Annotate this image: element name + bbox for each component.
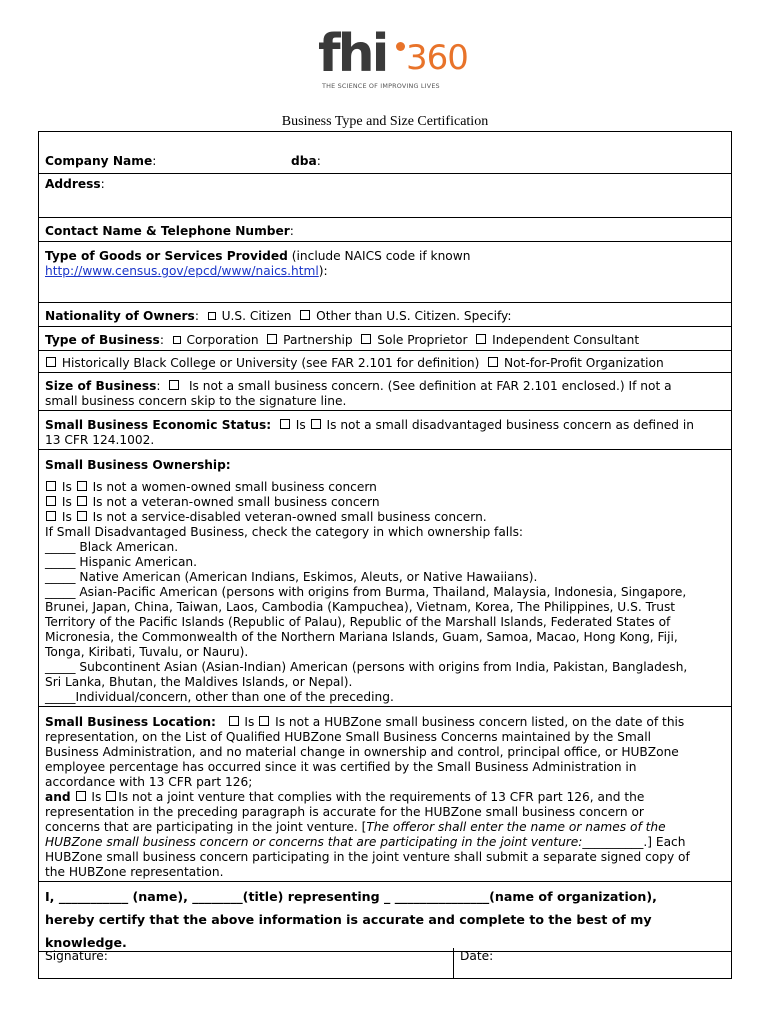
goods-link-suffix: ): xyxy=(318,264,328,278)
cat3-blank[interactable]: _____ xyxy=(45,570,76,584)
veteran-is-checkbox[interactable] xyxy=(46,496,56,506)
location-text-11: the HUBZone representation. xyxy=(45,865,224,879)
cat1-blank[interactable]: _____ xyxy=(45,540,76,554)
ownership-row xyxy=(39,450,731,707)
size-label: Size of Business xyxy=(45,379,157,393)
economic-is-checkbox[interactable] xyxy=(280,419,290,429)
company-name-label: Company Name xyxy=(45,154,153,168)
certification-line-2: hereby certify that the above information is accurate and complete to the best of my xyxy=(45,912,652,927)
hubzone-is-not-checkbox[interactable] xyxy=(259,716,269,726)
cat-subcontinent-2: Sri Lanka, Bhutan, the Maldives Islands, or Nepal). xyxy=(45,675,353,689)
veteran-is-label: Is xyxy=(61,495,72,509)
logo-dot xyxy=(396,42,405,51)
cat-asian-pacific-5: Tonga, Kiribati, Tuvalu, or Nauru). xyxy=(45,645,249,659)
business-type-row: Type of Business: Corporation Partnership Sole Proprietor Independent Consultant xyxy=(39,327,731,351)
location-text-1: Is not a HUBZone small business concern listed, on the date of this xyxy=(275,715,685,729)
jv-names-blank[interactable]: __________ xyxy=(582,835,644,849)
cat-subcontinent-1: Subcontinent Asian (Asian-Indian) American (persons with origins from India, Pakistan, Bangladesh, xyxy=(79,660,688,674)
nationality-row: Nationality of Owners: U.S. Citizen Other than U.S. Citizen. Specify: xyxy=(39,303,731,327)
hbcu-label: Historically Black College or University (see FAR 2.101 for definition) xyxy=(61,356,480,370)
partnership-label: Partnership xyxy=(283,333,353,347)
non-us-citizen-checkbox[interactable] xyxy=(300,310,310,320)
ownership-intro: If Small Disadvantaged Business, check the category in which ownership falls: xyxy=(45,525,524,539)
dba-label: dba xyxy=(291,154,317,168)
certification-line-3: knowledge. xyxy=(45,935,127,950)
nonprofit-checkbox[interactable] xyxy=(488,357,498,367)
veteran-is-not-checkbox[interactable] xyxy=(77,496,87,506)
partnership-checkbox[interactable] xyxy=(267,334,277,344)
jv-is-not-checkbox[interactable] xyxy=(106,791,116,801)
signature-row xyxy=(39,948,731,978)
independent-consultant-checkbox[interactable] xyxy=(476,334,486,344)
cat-native-american: Native American (American Indians, Eskimos, Aleuts, or Native Hawaiians). xyxy=(79,570,538,584)
sdvo-is-checkbox[interactable] xyxy=(46,511,56,521)
logo-number: 360 xyxy=(406,38,468,78)
size-text-1: Is not a small business concern. (See definition at FAR 2.101 enclosed.) If not a xyxy=(188,379,672,393)
location-text-7: representation in the preceding paragraph is accurate for the HUBZone small business concern or xyxy=(45,805,644,819)
signature-field[interactable]: Signature: xyxy=(45,949,108,963)
jv-is-label: Is xyxy=(91,790,102,804)
location-text-10: HUBZone small business concern participating in the joint venture shall submit a separate signed copy of xyxy=(45,850,690,864)
business-type-label: Type of Business xyxy=(45,333,160,347)
address-row xyxy=(39,174,731,218)
company-row: Company Name: dba: Address: xyxy=(39,132,731,174)
size-text-2: small business concern skip to the signature line. xyxy=(45,394,347,408)
location-label: Small Business Location: xyxy=(45,715,216,729)
certification-form xyxy=(38,131,732,979)
location-text-8a: concerns that are participating in the joint venture. [ xyxy=(45,820,367,834)
goods-label: Type of Goods or Services Provided xyxy=(45,249,288,263)
sdvo-text: Is not a service-disabled veteran-owned small business concern. xyxy=(92,510,487,524)
goods-services-row[interactable] xyxy=(39,242,731,303)
page-title: Business Type and Size Certification xyxy=(281,114,489,129)
cat-hispanic-american: Hispanic American. xyxy=(79,555,198,569)
date-field[interactable]: Date: xyxy=(460,949,494,963)
sdvo-is-label: Is xyxy=(61,510,72,524)
cat-asian-pacific-1: Asian-Pacific American (persons with origins from Burma, Thailand, Malaysia, Indonesia, Singapore, xyxy=(79,585,687,599)
economic-text-2: 13 CFR 124.1002. xyxy=(45,433,155,447)
veteran-owned-text: Is not a veteran-owned small business concern xyxy=(92,495,380,509)
sole-proprietor-label: Sole Proprietor xyxy=(377,333,468,347)
size-row: Size of Business: Is not a small business concern. (See definition at FAR 2.101 enclosed.) If not a small business concern skip to the signature line. xyxy=(39,373,731,411)
naics-link[interactable]: http://www.census.gov/epcd/www/naics.html xyxy=(45,264,319,278)
location-text-9c: .] Each xyxy=(643,835,686,849)
location-text-9a: HUBZone small business concern or concerns that are participating in the joint venture: xyxy=(45,835,583,849)
location-text-4: employee percentage has occurred since it was certified by the Small Business Administration in xyxy=(45,760,637,774)
us-citizen-label: U.S. Citizen xyxy=(221,309,292,323)
women-owned-text: Is not a women-owned small business concern xyxy=(92,480,377,494)
cat-asian-pacific-3: Territory of the Pacific Islands (Republic of Palau), Republic of the Marshall Islands, Federated States of xyxy=(45,615,671,629)
business-type-row-2 xyxy=(39,351,731,373)
location-text-3: Business Administration, and no material change in ownership and control, principal office, or HUBZone xyxy=(45,745,679,759)
cat-asian-pacific-2: Brunei, Japan, China, Taiwan, Laos, Cambodia (Kampuchea), Vietnam, Korea, The Philippines, U.S. Trust xyxy=(45,600,676,614)
economic-is-label: Is xyxy=(295,418,306,432)
sole-proprietor-checkbox[interactable] xyxy=(361,334,371,344)
independent-consultant-label: Independent Consultant xyxy=(492,333,640,347)
address-field[interactable]: Address: xyxy=(45,177,105,191)
corporation-checkbox[interactable] xyxy=(173,336,181,344)
economic-status-row xyxy=(39,411,731,450)
goods-note: (include NAICS code if known xyxy=(291,249,471,263)
women-is-checkbox[interactable] xyxy=(46,481,56,491)
certification-row xyxy=(39,882,731,952)
hubzone-is-checkbox[interactable] xyxy=(229,716,239,726)
ownership-label: Small Business Ownership: xyxy=(45,458,231,472)
cat-individual: Individual/concern, other than one of the preceding. xyxy=(75,690,394,704)
economic-text-1: Is not a small disadvantaged business concern as defined in xyxy=(326,418,695,432)
location-text-8b: The offeror shall enter the name or names of the xyxy=(366,820,666,834)
economic-status-label: Small Business Economic Status: xyxy=(45,418,272,432)
women-is-label: Is xyxy=(61,480,72,494)
corporation-label: Corporation xyxy=(186,333,259,347)
contact-row[interactable]: Contact Name & Telephone Number: xyxy=(39,218,731,242)
dba-field[interactable]: dba: xyxy=(291,154,321,168)
sdvo-is-not-checkbox[interactable] xyxy=(77,511,87,521)
size-not-small-checkbox[interactable] xyxy=(169,380,179,390)
location-text-5: accordance with 13 CFR part 126; xyxy=(45,775,253,789)
nonprofit-label: Not-for-Profit Organization xyxy=(504,356,664,370)
economic-is-not-checkbox[interactable] xyxy=(311,419,321,429)
cat-black-american: Black American. xyxy=(79,540,179,554)
location-text-2: representation, on the List of Qualified HUBZone Small Business Concerns maintained by the Small xyxy=(45,730,651,744)
certification-line-1[interactable]: I, ___________ (name), ________(title) representing _ _______________(name of organization), xyxy=(45,889,657,904)
cat4-blank[interactable]: _____ xyxy=(45,585,76,599)
us-citizen-checkbox[interactable] xyxy=(208,312,216,320)
jv-is-checkbox[interactable] xyxy=(76,791,86,801)
signature-divider xyxy=(453,948,454,978)
hbcu-checkbox[interactable] xyxy=(46,357,56,367)
cat6-blank[interactable]: _____ xyxy=(45,690,76,704)
non-us-citizen-label: Other than U.S. Citizen. Specify: xyxy=(316,309,512,323)
address-label: Address xyxy=(45,177,101,191)
logo-tagline: THE SCIENCE OF IMPROVING LIVES xyxy=(322,82,440,90)
cat2-blank[interactable]: _____ xyxy=(45,555,76,569)
location-text-6: Is not a joint venture that complies with the requirements of 13 CFR part 126, and the xyxy=(118,790,645,804)
nationality-label: Nationality of Owners xyxy=(45,309,195,323)
hubzone-is-label: Is xyxy=(244,715,255,729)
contact-label: Contact Name & Telephone Number xyxy=(45,224,290,238)
cat-asian-pacific-4: Micronesia, the Commonwealth of the Northern Mariana Islands, Guam, Samoa, Macao, Hong Kong, Fiji, xyxy=(45,630,678,644)
women-is-not-checkbox[interactable] xyxy=(77,481,87,491)
logo-wordmark: fhi xyxy=(318,24,387,84)
cat5-blank[interactable]: _____ xyxy=(45,660,76,674)
fhi360-logo xyxy=(318,24,468,94)
location-and: and xyxy=(45,790,71,804)
location-row xyxy=(39,707,731,882)
